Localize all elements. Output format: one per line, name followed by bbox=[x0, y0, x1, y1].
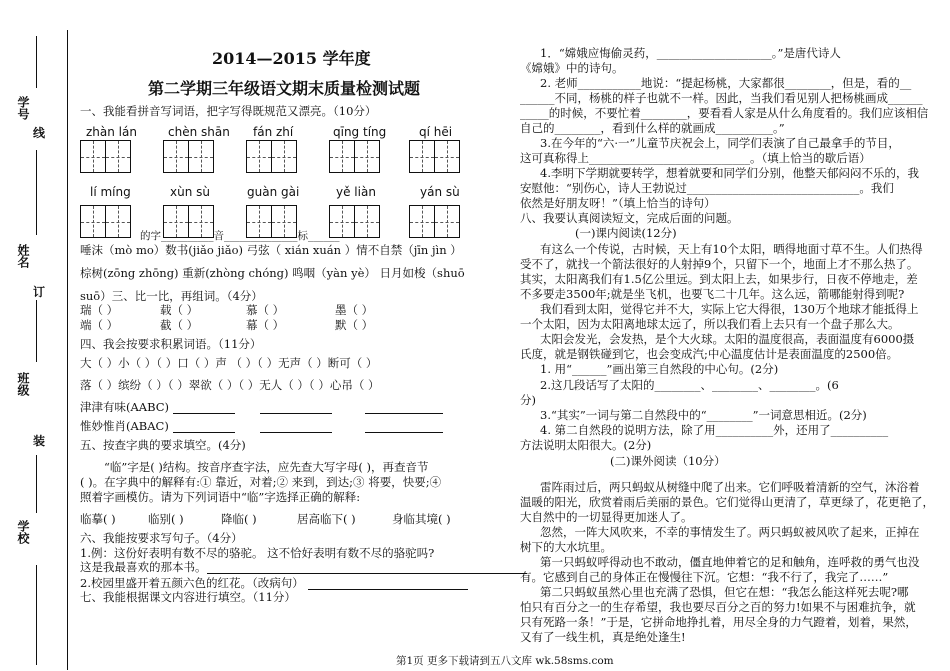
margin-rule bbox=[36, 150, 37, 235]
q5-text: 照着字画模仿。请为下列词语中“临”字选择正确的解释: bbox=[80, 490, 361, 504]
pinyin: yě liàn bbox=[336, 185, 376, 199]
r-line: 依然是好朋友呀！”（填上恰当的诗句） bbox=[520, 196, 716, 210]
compare-item: 端（ ） bbox=[80, 318, 119, 332]
passage-line: 不多要走3500年;就是坐飞机，也要飞二十几年。这么远，箭哪能射得到呢? bbox=[520, 287, 905, 301]
q4-abac bbox=[80, 419, 443, 433]
compare-item: 墨（ ） bbox=[335, 303, 374, 317]
r-line: 这可真称得上____________________________。（填上恰当的歇后语） bbox=[520, 151, 871, 165]
margin-label-student-id: 学号 bbox=[16, 96, 30, 120]
q8-heading: 八、我要认真阅读短文，完成后面的问题。 bbox=[520, 211, 739, 225]
passage-line: 氏度，就是钢铁碰到它，也会变成汽;中心温度估计是表面温度的2500倍。 bbox=[520, 347, 899, 361]
answer-blank[interactable] bbox=[173, 402, 235, 414]
q5-item: 临别( ) bbox=[148, 512, 184, 526]
compare-item: 瑞（ ） bbox=[80, 303, 119, 317]
q5-item: 降临( ) bbox=[221, 512, 257, 526]
answer-blank[interactable] bbox=[173, 421, 235, 433]
answer-blank[interactable] bbox=[365, 421, 443, 433]
passage-line: 我们看到太阳，觉得它并不大，实际上它大得很，130万个地球才能抵得上 bbox=[540, 302, 919, 316]
label: 2.校园里盛开着五颜六色的红花。（改病句） bbox=[80, 576, 304, 590]
margin-rule bbox=[36, 36, 37, 88]
question-line: 2.这几段话写了太阳的________、________、________。(6 bbox=[540, 378, 839, 392]
writing-grid[interactable] bbox=[80, 205, 130, 238]
answer-blank[interactable] bbox=[260, 421, 332, 433]
margin-label-bind: 订 bbox=[33, 285, 46, 299]
r-line: _____的时候，不要忙着________，要看看人家是从什么角度看的。我们应该相信 bbox=[520, 106, 929, 120]
margin-label-school: 学校 bbox=[16, 520, 30, 544]
passage-line: 一个太阳，因为太阳离地球太远了，所以我们看上去只有一个盘子那么大。 bbox=[520, 317, 900, 331]
pinyin: yán sù bbox=[420, 185, 460, 199]
passage-line: 只有死路一条！”于是，它拼命地挣扎着，用尽全身的力气蹬着，划着，果然， bbox=[520, 615, 917, 629]
q5-text: “临”字是( )结构。按音序查字法，应先查大写字母( )，再查音节 bbox=[104, 460, 429, 474]
q4-abbc bbox=[80, 400, 443, 414]
pinyin: qí hēi bbox=[419, 125, 453, 139]
writing-grid[interactable] bbox=[329, 140, 379, 173]
answer-blank[interactable] bbox=[308, 578, 468, 590]
r-line: 3.在今年的“六·一”儿童节庆祝会上，同学们表演了自己最拿手的节目， bbox=[540, 136, 900, 150]
passage-line: 温暖的阳光，欣赏着雨后美丽的景色。它们觉得山更清了，草更绿了，花更艳了， bbox=[520, 495, 934, 509]
passage-line: 怕只有百分之一的生存希望，我也要尽百分之百的努力!如果不与困难抗争，就 bbox=[520, 600, 916, 614]
passage-line: 大自然中的一切显得更加迷人了。 bbox=[520, 510, 693, 524]
subsection-title: (一)课内阅读(12分) bbox=[575, 226, 677, 240]
margin-label-line: 线 bbox=[33, 126, 46, 140]
pinyin: fán zhí bbox=[253, 125, 294, 139]
answer-blank[interactable] bbox=[365, 402, 443, 414]
q6-heading: 六、我能按要求写句子。（4分） bbox=[80, 531, 243, 545]
label: 津津有味(AABC) bbox=[80, 400, 170, 414]
pinyin: zhàn lán bbox=[86, 125, 137, 139]
passage-line: 其实，太阳离我们有1.5亿公里远。到太阳上去，如果步行，日夜不停地走，差 bbox=[520, 272, 918, 286]
q6-text bbox=[80, 560, 527, 574]
q4-line: 落（ ）缤纷（ ）（ ）翠欲（ ）（ ）无人（ ）（ ）心吊（ ） bbox=[80, 378, 380, 392]
answer-blank[interactable] bbox=[207, 562, 527, 574]
q2-line: 棕树(zōng zhōng) 重新(zhòng chóng) 鸣咽（yàn yè） 日月如梭（shuō bbox=[80, 266, 465, 280]
q6-text bbox=[80, 576, 468, 590]
question-line: 方法说明太阳很大。(2分) bbox=[520, 438, 652, 452]
writing-grid[interactable] bbox=[409, 205, 459, 238]
passage-line: 第二只蚂蚁虽然心里也充满了恐惧，但它在想：“我怎么能这样死去呢?哪 bbox=[540, 585, 909, 599]
exam-title: 第二学期三年级语文期末质量检测试题 bbox=[148, 79, 421, 98]
q2-line: 唾沫（mò mo）数书(jiǎo jiǎo) 弓弦（ xián xuán ）情不自禁（jīn jìn ） bbox=[80, 243, 462, 257]
margin-label-class: 班级 bbox=[16, 372, 30, 396]
passage-line: 太阳会发光，会发热，是个大火球。太阳的温度很高，表面温度有6000摄 bbox=[540, 332, 915, 346]
q3-heading: suō）三、比一比，再组词。（4分） bbox=[80, 289, 263, 303]
q5-heading: 五、按查字典的要求填空。(4分) bbox=[80, 438, 246, 452]
passage-line: 有。它感到自己的身体正在慢慢往下沉。它想：“我不行了，我完了……” bbox=[520, 570, 889, 584]
pinyin: xùn sù bbox=[170, 185, 210, 199]
pinyin: qīng tíng bbox=[333, 125, 387, 139]
question-line: 4. 第二自然段的说明方法，除了用__________外，还用了__________ bbox=[540, 423, 889, 437]
margin-label-name: 姓名 bbox=[16, 244, 30, 268]
compare-item: 幕（ ） bbox=[246, 318, 285, 332]
r-line: 4.李明下学期就要转学，想着就要和同学们分别，他整天郁闷闷不乐的，我 bbox=[540, 166, 919, 180]
q5-item: 身临其境( ) bbox=[392, 512, 451, 526]
label: 这是我最喜欢的那本书。 bbox=[80, 560, 207, 574]
q1-heading: 一、我能看拼音写词语，把字写得既规范又漂亮。（10分） bbox=[80, 104, 377, 118]
q6-text: 1.例：这份好表明有数不尽的骆驼。 这不恰好表明有数不尽的骆驼吗? bbox=[80, 546, 435, 560]
q2-overlap: 的字__________音______________标______ bbox=[140, 230, 340, 242]
r-line: 2. 老师___________地说：“提起杨桃，大家都很________，但是，看的__ bbox=[540, 76, 912, 90]
q7-heading: 七、我能根据课文内容进行填空。（11分） bbox=[80, 590, 296, 604]
question-line: 1. 用“______”画出第三自然段的中心句。(2分) bbox=[540, 362, 779, 376]
compare-item: 截（ ） bbox=[160, 318, 199, 332]
compare-item: 载（ ） bbox=[160, 303, 199, 317]
pinyin: lí míng bbox=[90, 185, 131, 199]
q4-line: 大（ ）小（ ）（ ）口（ ）声 （ ）（ ）无声（ ）断可（ ） bbox=[80, 356, 378, 370]
passage-line: 又有了一线生机，真是绝处逢生! bbox=[520, 630, 686, 644]
r-line: 自己的________，看到什么样的就画成__________。” bbox=[520, 121, 785, 135]
question-line: 分) bbox=[520, 393, 536, 407]
writing-grid[interactable] bbox=[80, 140, 130, 173]
compare-item: 默（ ） bbox=[335, 318, 374, 332]
r-line: 安慰他：“别伤心，诗人王勃说过______________________________。我们 bbox=[520, 181, 894, 195]
r-line: 1．“嫦娥应悔偷灵药，____________________。”是唐代诗人 bbox=[540, 46, 841, 60]
margin-rule bbox=[36, 300, 37, 362]
label: 惟妙惟肖(ABAC) bbox=[80, 419, 169, 433]
pinyin: chèn shān bbox=[168, 125, 230, 139]
question-line: 3.“其实”一词与第二自然段中的“________”一词意思相近。(2分) bbox=[540, 408, 867, 422]
writing-grid[interactable] bbox=[246, 140, 296, 173]
passage-line: 雷阵雨过后，两只蚂蚁从树缝中爬了出来。它们呼吸着清新的空气，沐浴着 bbox=[540, 480, 920, 494]
school-year: 2014—2015 学年度 bbox=[212, 49, 371, 68]
compare-item: 慕（ ） bbox=[246, 303, 285, 317]
binding-line bbox=[67, 30, 68, 670]
r-line: 《嫦娥》中的诗句。 bbox=[520, 61, 624, 75]
margin-label-staple: 装 bbox=[33, 434, 46, 448]
passage-line: 树下的大水坑里。 bbox=[520, 540, 612, 554]
writing-grid[interactable] bbox=[163, 140, 213, 173]
margin-rule bbox=[36, 565, 37, 665]
writing-grid[interactable] bbox=[409, 140, 459, 173]
q5-item: 居高临下( ) bbox=[297, 512, 356, 526]
q5-text: ( )。在字典中的解释有:① 靠近，对着;② 来到，到达;③ 将要，快要;④ bbox=[80, 475, 442, 489]
margin-rule bbox=[36, 455, 37, 513]
page-footer: 第1页 更多下载请到五八文库 wk.58sms.com bbox=[396, 655, 614, 667]
r-line: ______不同，杨桃的样子也就不一样。因此，当我们看见别人把杨桃画成______ bbox=[520, 91, 923, 105]
passage-line: 受不了，就找一个箭法很好的人射掉9个，只留下一个，地面上才不那么热了。 bbox=[520, 257, 919, 271]
answer-blank[interactable] bbox=[260, 402, 332, 414]
passage-line: 第一只蚂蚁呼得动也不敢动，僵直地伸着它的足和触角，连呼救的勇气也没 bbox=[540, 555, 920, 569]
passage-line: 有这么一个传说，古时候，天上有10个太阳，晒得地面寸草不生。人们热得 bbox=[540, 242, 923, 256]
q5-item: 临摹( ) bbox=[80, 512, 116, 526]
passage-line: 忽然，一阵大风吹来，不幸的事情发生了。两只蚂蚁被风吹了起来，正掉在 bbox=[540, 525, 920, 539]
pinyin: guàn gài bbox=[247, 185, 300, 199]
q4-heading: 四、我会按要求积累词语。（11分） bbox=[80, 337, 262, 351]
subsection-title: (二)课外阅读（10分） bbox=[610, 454, 726, 468]
